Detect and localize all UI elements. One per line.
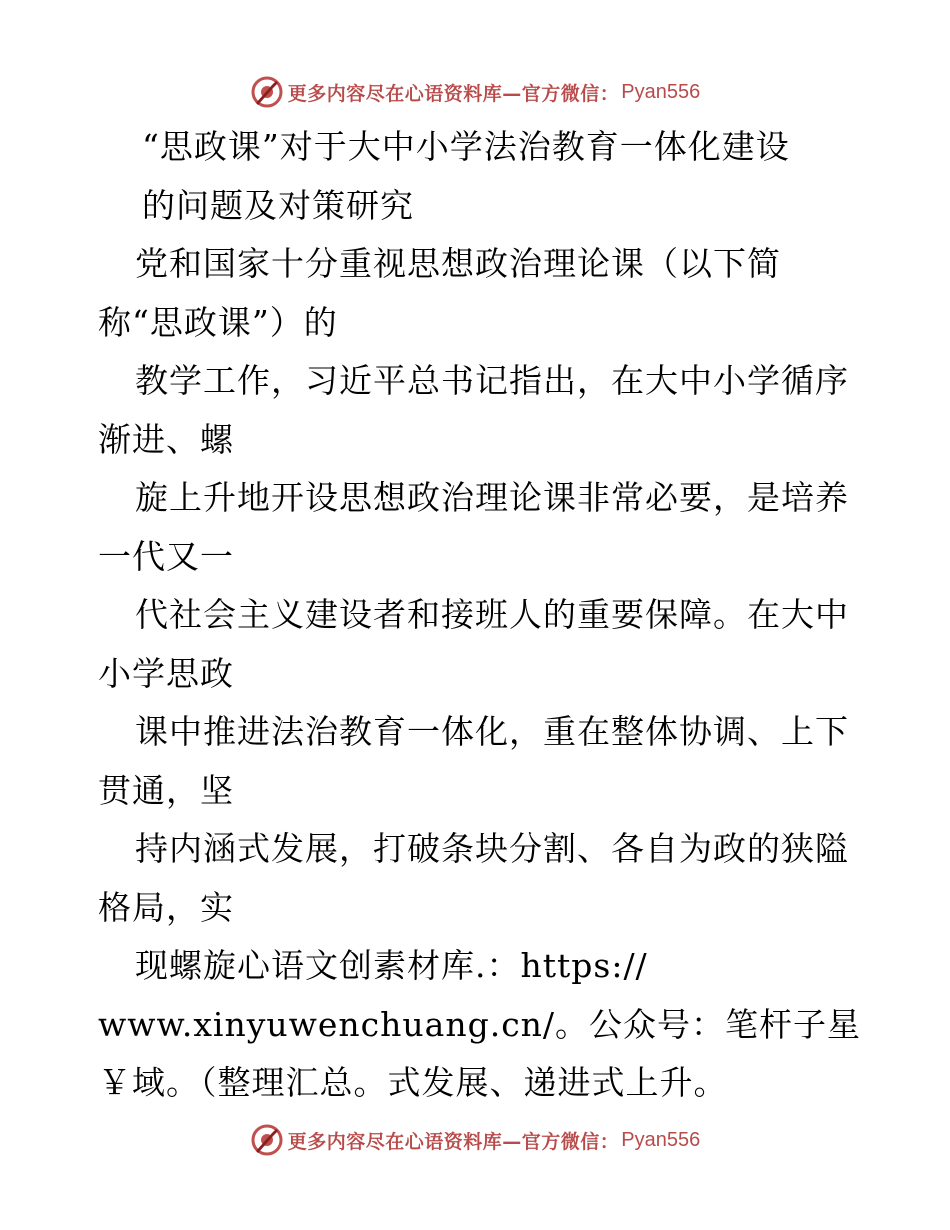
banner-wechat-id: Pyan556 bbox=[621, 80, 701, 103]
banner-text: 更多内容尽在心语资料库—官方微信： bbox=[287, 1130, 620, 1153]
banner-text: 更多内容尽在心语资料库—官方微信： bbox=[287, 82, 620, 105]
paragraph-line: 称“思政课”）的 bbox=[98, 302, 338, 342]
paragraph-line: 代社会主义建设者和接班人的重要保障。在大中 bbox=[135, 595, 849, 634]
paragraph-line: 持内涵式发展，打破条块分割、各自为政的狭隘 bbox=[135, 829, 849, 868]
footer-watermark-banner bbox=[0, 1120, 950, 1160]
paragraph-line: 旋上升地开设思想政治理论课非常必要，是培养 bbox=[135, 478, 849, 517]
paragraph-line: 贯通，坚 bbox=[98, 770, 234, 810]
title-line-1: “思政课”对于大中小学法治教育一体化建设 bbox=[142, 127, 790, 166]
paragraph-line: 一代又一 bbox=[98, 536, 234, 576]
header-watermark-banner bbox=[0, 72, 950, 112]
banner-wechat-id: Pyan556 bbox=[621, 1128, 701, 1151]
paragraph-line: 教学工作，习近平总书记指出，在大中小学循序 bbox=[135, 361, 849, 400]
paragraph-line: 党和国家十分重视思想政治理论课（以下简 bbox=[135, 244, 781, 283]
paragraph-line: 课中推进法治教育一体化，重在整体协调、上下 bbox=[135, 712, 849, 751]
paragraph-line: 渐进、螺 bbox=[98, 419, 234, 459]
paragraph-line: 格局，实 bbox=[98, 887, 234, 927]
paragraph-line: ￥域。（整理汇总。式发展、递进式上升。 bbox=[98, 1063, 728, 1102]
paragraph-line: 现螺旋心语文创素材库.：https:// bbox=[135, 946, 648, 985]
brand-logo-icon bbox=[250, 75, 284, 109]
paragraph-line: www.xinyuwenchuang.cn/。公众号：笔杆子星 bbox=[98, 1004, 862, 1044]
document-body bbox=[98, 118, 898, 1113]
paragraph-line: 小学思政 bbox=[98, 653, 234, 693]
title-line-2: 的问题及对策研究 bbox=[142, 185, 414, 225]
brand-logo-icon bbox=[250, 1123, 284, 1157]
